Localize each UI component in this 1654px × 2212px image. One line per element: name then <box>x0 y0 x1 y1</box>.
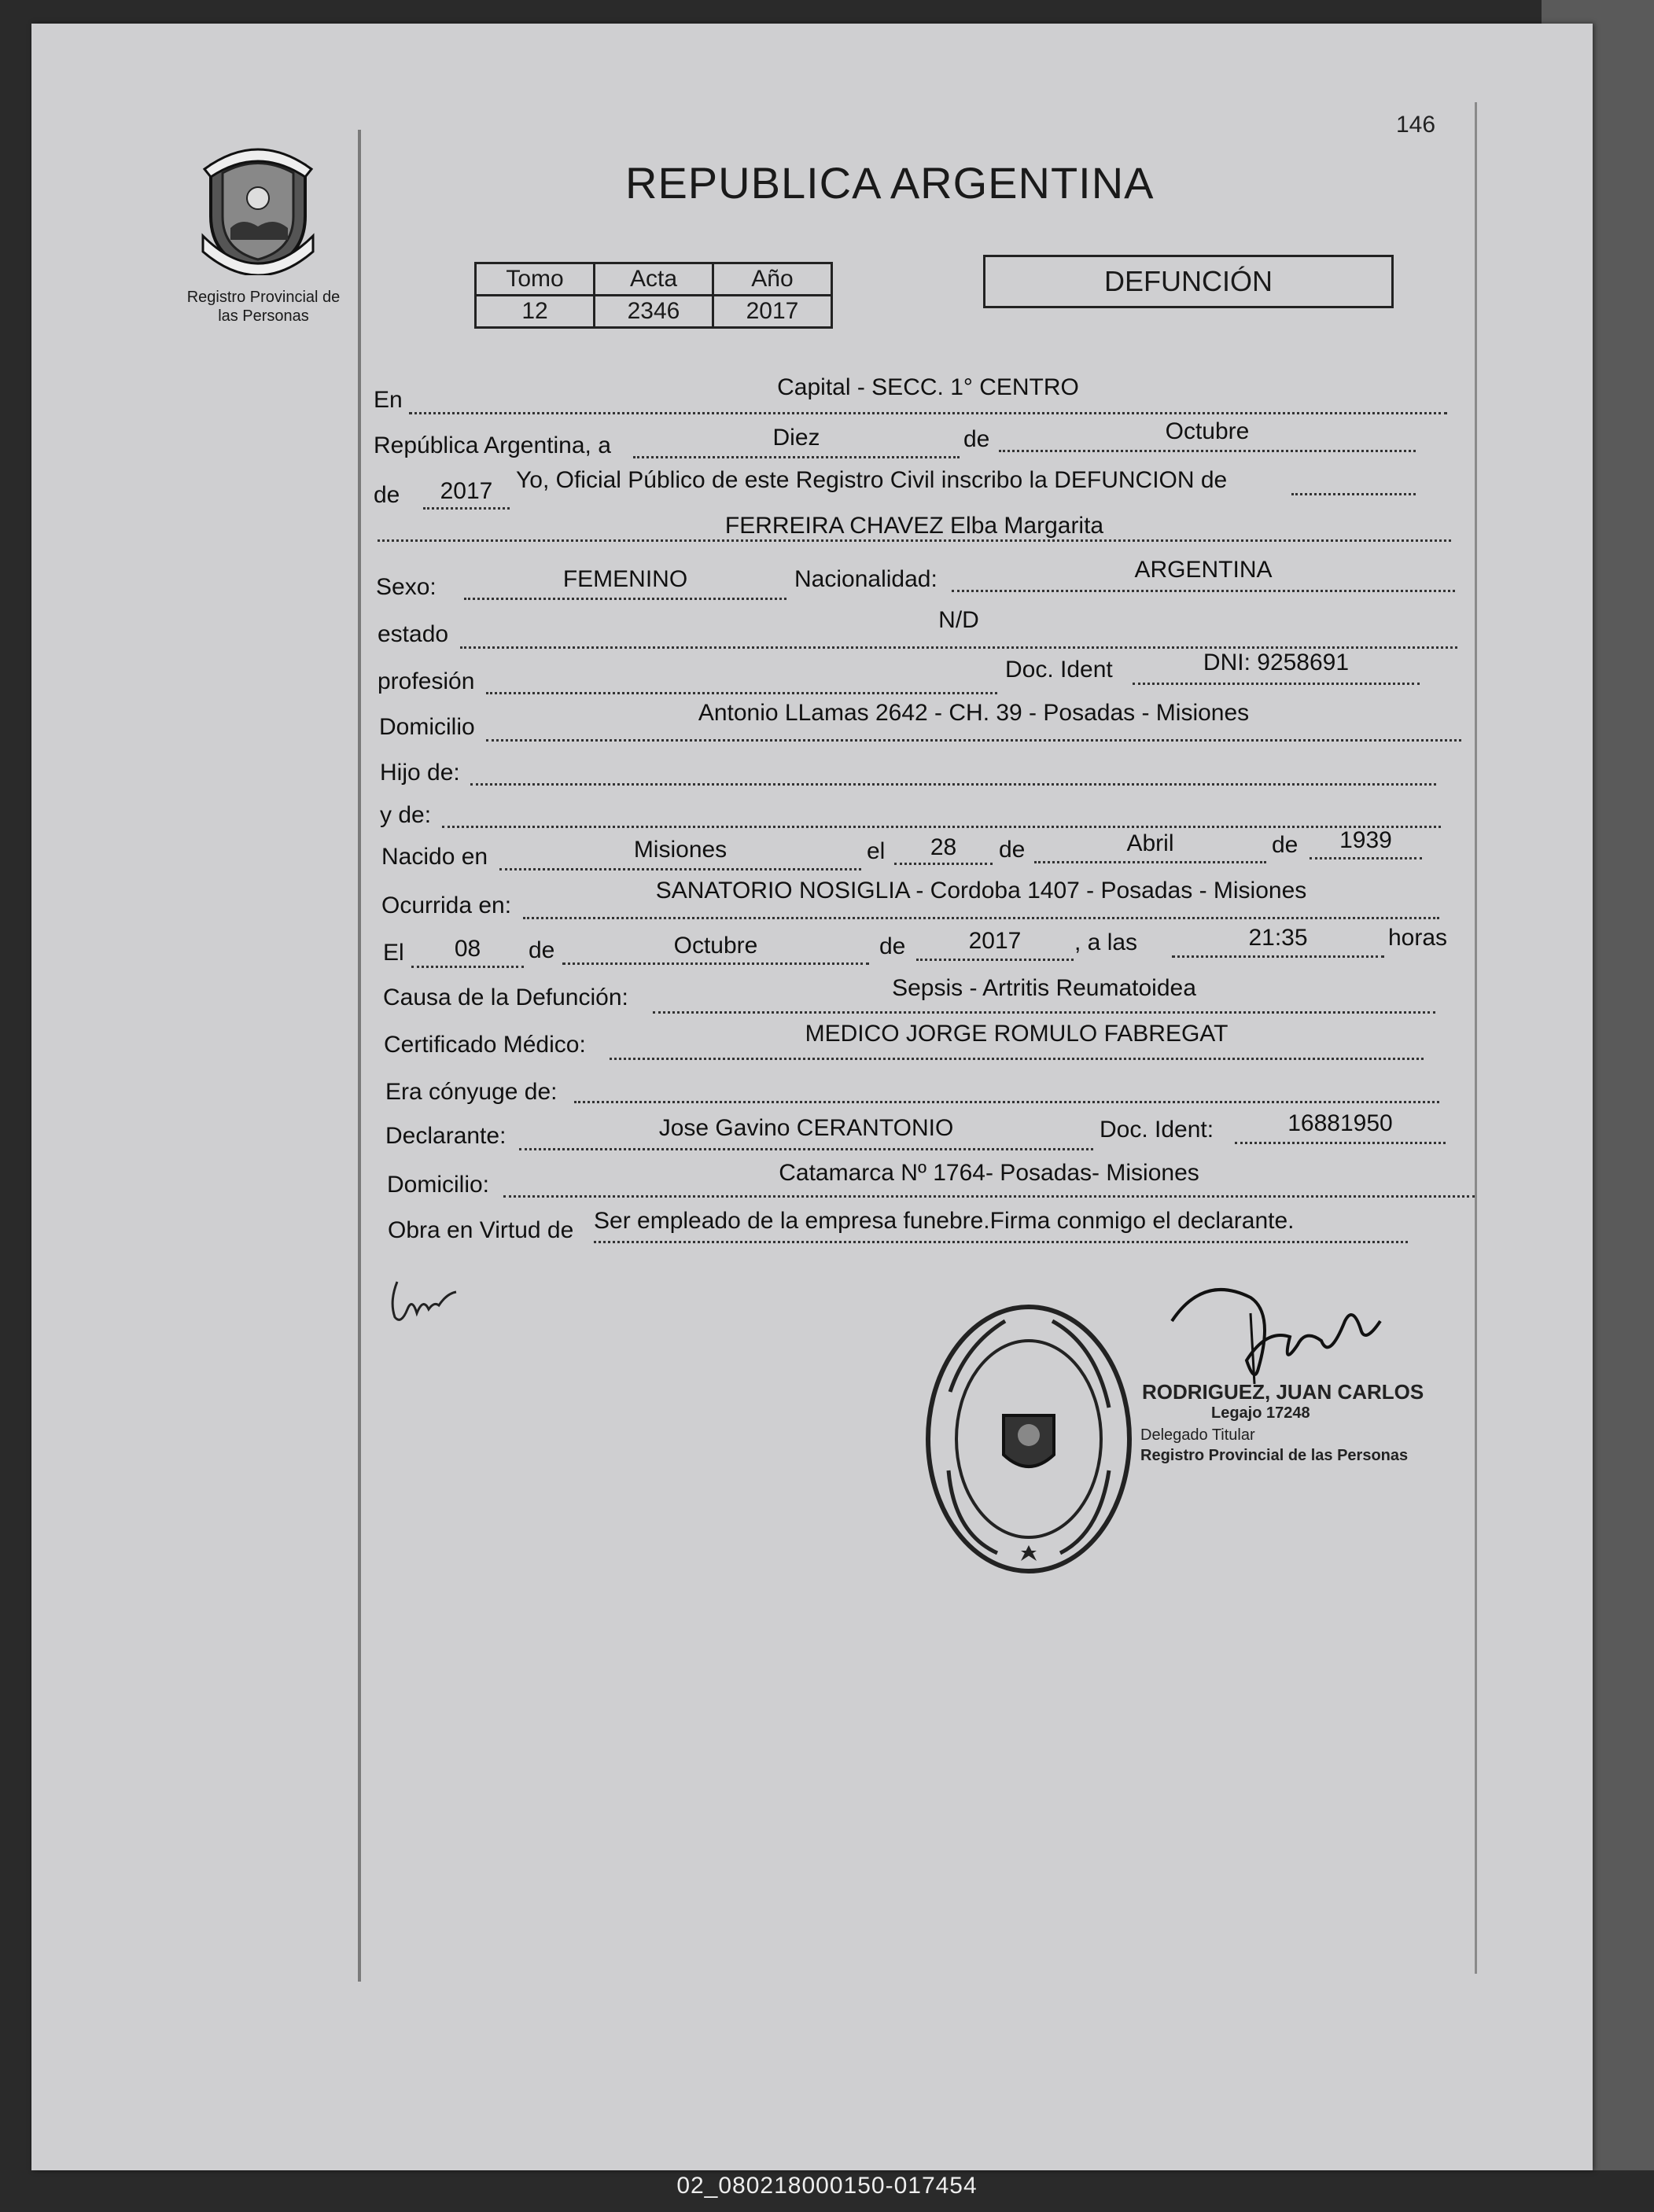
document-type-box: DEFUNCIÓN <box>983 255 1394 308</box>
officer-legajo: Legajo 17248 <box>1211 1404 1310 1422</box>
label-de: de <box>999 837 1026 863</box>
dotted-line <box>378 539 1451 542</box>
record-header-acta: Acta <box>595 263 713 296</box>
label-sexo: Sexo: <box>376 574 437 600</box>
dotted-line <box>411 966 524 968</box>
field-year: 2017 <box>440 478 493 504</box>
record-table <box>474 262 833 329</box>
label-domicilio: Domicilio: <box>387 1172 490 1198</box>
label-doc-ident: Doc. Ident <box>1005 657 1113 683</box>
label-certificado: Certificado Médico: <box>384 1032 586 1058</box>
dotted-line <box>423 507 510 510</box>
label-y-de: y de: <box>380 802 432 828</box>
field-sexo: FEMENINO <box>562 566 688 592</box>
label-declarante: Declarante: <box>385 1123 507 1149</box>
dotted-line <box>523 917 1439 919</box>
field-obra: Ser empleado de la empresa funebre.Firma conmigo el declarante. <box>594 1208 1295 1234</box>
record-value-tomo: 12 <box>476 296 595 328</box>
field-certificado: MEDICO JORGE ROMULO FABREGAT <box>805 1021 1229 1047</box>
page-number: 146 <box>1396 112 1436 138</box>
label-conyuge: Era cónyuge de: <box>385 1079 558 1105</box>
label-republica: República Argentina, a <box>374 432 611 458</box>
dotted-line <box>653 1011 1435 1014</box>
dotted-line <box>486 692 997 694</box>
dotted-line <box>409 412 1447 414</box>
label-el: el <box>867 838 886 864</box>
record-header-row <box>476 263 832 296</box>
statement-text: Yo, Oficial Público de este Registro Civil inscribo la DEFUNCION de <box>516 467 1228 493</box>
dotted-line <box>1310 857 1422 859</box>
field-birth-day: 28 <box>930 834 957 860</box>
field-nacido-lugar: Misiones <box>633 837 728 863</box>
field-ocurrida: SANATORIO NOSIGLIA - Cordoba 1407 - Posadas - Misiones <box>655 878 1307 904</box>
dotted-line <box>1235 1142 1446 1144</box>
dotted-line <box>486 739 1461 742</box>
dotted-line <box>442 826 1441 828</box>
label-a-las: , a las <box>1074 929 1138 955</box>
official-round-stamp-icon <box>919 1297 1139 1581</box>
field-death-time: 21:35 <box>1248 925 1308 951</box>
field-doc-ident: DNI: 9258691 <box>1203 650 1350 675</box>
dotted-line <box>610 1058 1424 1060</box>
field-birth-year: 1939 <box>1339 827 1392 853</box>
field-nacionalidad: ARGENTINA <box>1134 557 1273 583</box>
field-death-year: 2017 <box>968 928 1022 954</box>
dotted-line <box>594 1241 1408 1243</box>
dotted-line <box>503 1195 1475 1198</box>
registry-line1: Registro Provincial de <box>186 289 341 306</box>
label-de: de <box>963 426 990 452</box>
field-domicilio2: Catamarca Nº 1764- Posadas- Misiones <box>779 1160 1199 1186</box>
label-de: de <box>879 933 906 959</box>
dotted-line <box>574 1101 1439 1103</box>
page-title: REPUBLICA ARGENTINA <box>625 158 1155 208</box>
left-margin-line <box>358 130 361 1982</box>
label-estado: estado <box>378 621 449 647</box>
record-header-anio: Año <box>713 263 832 296</box>
label-profesion: profesión <box>378 668 475 694</box>
label-de: de <box>529 937 555 963</box>
field-place: Capital - SECC. 1° CENTRO <box>777 374 1079 400</box>
footer-code: 02_080218000150-017454 <box>676 2173 978 2199</box>
right-margin-line <box>1475 102 1477 1974</box>
field-deceased-name: FERREIRA CHAVEZ Elba Margarita <box>724 513 1104 539</box>
record-value-row <box>476 296 832 328</box>
dotted-line <box>894 863 993 865</box>
field-domicilio: Antonio LLamas 2642 - CH. 39 - Posadas - Misiones <box>698 700 1250 726</box>
dotted-line <box>633 456 960 458</box>
label-nacionalidad: Nacionalidad: <box>794 566 938 592</box>
label-de: de <box>374 482 400 508</box>
label-causa: Causa de la Defunción: <box>383 985 628 1010</box>
dotted-line <box>1291 493 1416 495</box>
label-horas: horas <box>1388 925 1448 951</box>
field-birth-month: Abril <box>1126 830 1174 856</box>
field-doc-ident2: 16881950 <box>1287 1110 1393 1136</box>
label-de: de <box>1272 832 1299 858</box>
record-value-anio: 2017 <box>713 296 832 328</box>
field-death-month: Octubre <box>673 933 758 959</box>
label-nacido: Nacido en <box>381 844 488 870</box>
label-ocurrida: Ocurrida en: <box>381 893 512 918</box>
officer-name: RODRIGUEZ, JUAN CARLOS <box>1142 1380 1424 1404</box>
field-month: Octubre <box>1165 418 1250 444</box>
registry-line2: las Personas <box>218 307 309 325</box>
field-day: Diez <box>772 425 820 451</box>
document-page <box>31 24 1593 2170</box>
field-death-day: 08 <box>454 936 481 962</box>
label-obra: Obra en Virtud de <box>388 1217 574 1243</box>
label-doc-ident: Doc. Ident: <box>1100 1117 1214 1143</box>
field-estado: N/D <box>938 607 979 633</box>
dotted-line <box>1133 683 1420 685</box>
record-header-tomo: Tomo <box>476 263 595 296</box>
dotted-line <box>562 962 869 965</box>
label-el: El <box>383 940 404 966</box>
dotted-line <box>499 868 861 870</box>
dotted-line <box>1172 955 1384 958</box>
officer-role: Delegado Titular <box>1140 1426 1255 1444</box>
registry-name <box>169 288 358 326</box>
record-value-acta: 2346 <box>595 296 713 328</box>
dotted-line <box>464 598 786 600</box>
handwritten-initials-icon <box>385 1270 472 1325</box>
dotted-line <box>952 590 1455 592</box>
dotted-line <box>470 783 1436 786</box>
label-en: En <box>374 387 403 413</box>
dotted-line <box>519 1148 1093 1150</box>
province-seal-icon <box>195 142 321 275</box>
dotted-line <box>460 646 1457 649</box>
dotted-line <box>1034 861 1266 863</box>
label-domicilio: Domicilio <box>379 714 475 740</box>
field-declarante: Jose Gavino CERANTONIO <box>658 1115 954 1141</box>
officer-org: Registro Provincial de las Personas <box>1140 1447 1409 1464</box>
dotted-line <box>916 959 1074 961</box>
field-causa: Sepsis - Artritis Reumatoidea <box>892 975 1196 1001</box>
dotted-line <box>999 450 1416 452</box>
label-hijo: Hijo de: <box>380 760 460 786</box>
